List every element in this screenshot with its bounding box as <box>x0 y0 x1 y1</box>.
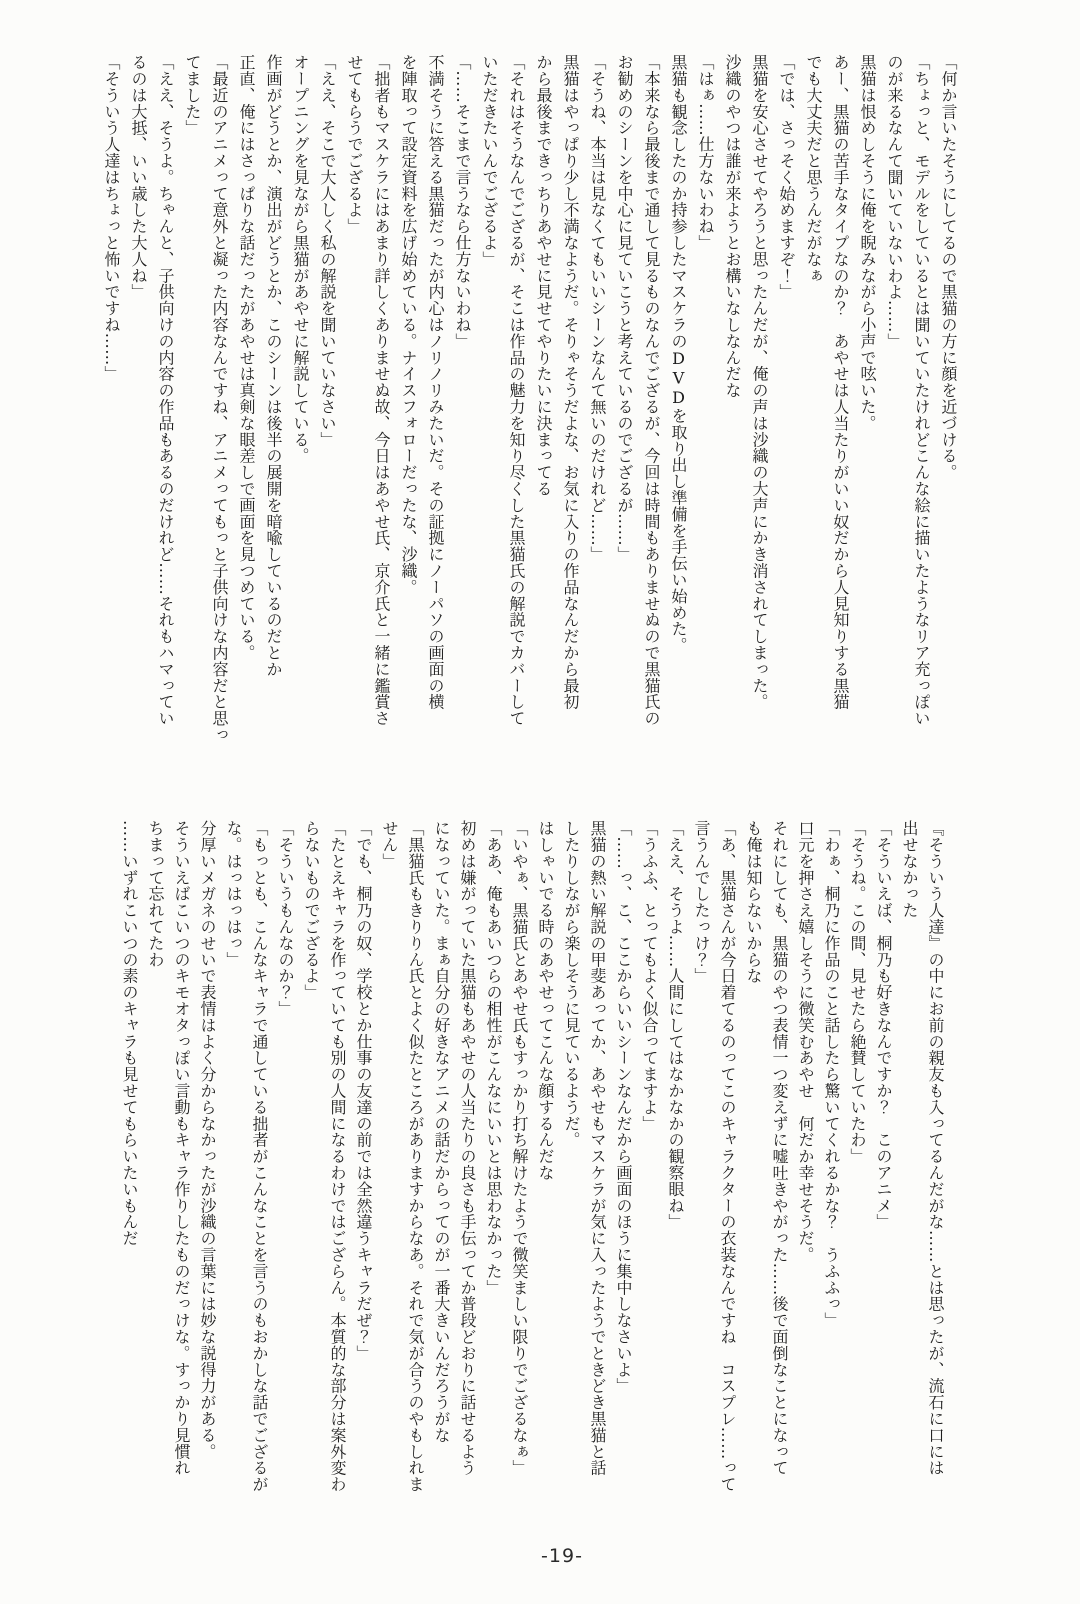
page-number: -19- <box>541 1545 583 1567</box>
text-line: 「本来なら最後まで通して見るものなんでござるが、今回は時間もありませぬので黒猫氏の <box>642 54 661 727</box>
text-line: 出せなかった <box>900 820 919 919</box>
text-line: 黒猫を安心させてやろうと思ったんだが、俺の声は沙織の大声にかき消されてしまった。 <box>750 54 769 710</box>
text-line: 黒猫はやっぱり少し不満なようだ。そりゃそうだよな、お気に入りの作品なんだから最初 <box>561 54 580 710</box>
text-line: はしゃいでる時のあやせってこんな顔するんだな <box>536 820 555 1181</box>
text-line: から最後まできっちりあやせに見せてやりたいに決まってる <box>534 54 553 497</box>
text-line: 「ええ、そうよ。ちゃんと、子供向けの内容の作品もあるのだけれど……それもハマってい <box>156 54 175 727</box>
text-line: せてもらうでござるよ」 <box>345 54 364 235</box>
text-line: 「ええ、そこで大人しく私の解説を聞いていなさい」 <box>318 54 337 448</box>
text-line: 「そういう人達はちょっと怖いですね……」 <box>102 54 121 382</box>
text-line: 作画がどうとか、演出がどうとか、このシーンは後半の展開を暗喩しているのだとか <box>264 54 283 678</box>
text-line: いただきたいんでござるよ」 <box>480 54 499 268</box>
text-line: 「たとえキャラを作っていても別の人間になるわけではござらん。本質的な部分は案外変わ <box>328 820 347 1493</box>
text-line: あー、黒猫の苦手なタイプなのか？ あやせは人当たりがいい奴だから人見知りする黒猫 <box>831 54 850 710</box>
text-line: 黒猫は恨めしそうに俺を睨みながら小声で呟いた。 <box>858 54 877 432</box>
text-line: になっていた。まぁ自分の好きなアニメの話だからってのが一番大きいんだろうがな <box>432 820 451 1444</box>
text-line: な。はっはっはっ」 <box>224 820 243 968</box>
text-line: 「ああ、俺もあいつらの相性がこんなにいいとは思わなかった」 <box>484 820 503 1296</box>
text-line: 「はぁ……仕方ないわね」 <box>696 54 715 251</box>
text-block-bottom <box>116 820 948 1520</box>
text-line: を陣取って設定資料を広げ始めている。ナイスフォローだったな、沙織。 <box>399 54 418 596</box>
text-line: せん」 <box>380 820 399 870</box>
text-line: オープニングを見ながら黒猫があやせに解説している。 <box>291 54 310 464</box>
text-line: ……いずれこいつの素のキャラも見せてもらいたいもんだ <box>120 820 139 1247</box>
text-line: したりしながら楽しそうに見ているようだ。 <box>562 820 581 1148</box>
text-line: も俺は知らないからな <box>744 820 763 984</box>
text-line: 初めは嫌がっていた黒猫もあやせの人当たりの良さも手伝ってか普段どおりに話せるよう <box>458 820 477 1476</box>
text-line: ちまって忘れてたわ <box>146 820 165 968</box>
text-line: 「最近のアニメって意外と凝った内容なんですね、アニメってもっと子供向けな内容だと思っ <box>210 54 229 743</box>
text-line: 「そういうもんなのか？」 <box>276 820 295 1017</box>
text-line: 「わぁ、桐乃に作品のこと話したら驚いてくれるかな？ うふふっ」 <box>822 820 841 1329</box>
text-line: 黒猫も観念したのか持参したマスケラのDVDを取り出し準備を手伝い始めた。 <box>669 54 688 654</box>
text-line: 『そういう人達』の中にお前の親友も入ってるんだがな……とは思ったが、流石に口には <box>926 820 945 1476</box>
text-line: そういえばこいつのキモオタっぽい言動もキャラ作りしたものだっけな。すっかり見慣れ <box>172 820 191 1476</box>
text-line: 「そういえば、桐乃も好きなんですか？ このアニメ」 <box>874 820 893 1230</box>
text-line: 正直、俺にはさっぱりな話だったがあやせは真剣な眼差しで画面を見つめている。 <box>237 54 256 661</box>
text-line: 「いやぁ、黒猫氏とあやせ氏もすっかり打ち解けたようで微笑ましい限りでござるなぁ」 <box>510 820 529 1476</box>
text-line: 「あ、黒猫さんが今日着てるのってこのキャラクターの衣装なんですね コスプレ……って <box>718 820 737 1493</box>
text-line: 「……っ、こ、ここからいいシーンなんだから画面のほうに集中しなさいよ」 <box>614 820 633 1394</box>
text-line: でも大丈夫だと思うんだがなぁ <box>804 54 823 284</box>
text-line: るのは大抵、いい歳した大人ね」 <box>129 54 148 300</box>
text-line: のが来るなんて聞いていないわよ……」 <box>885 54 904 350</box>
text-line: 言うんでしたっけ？」 <box>692 820 711 984</box>
text-line: 「黒猫氏もきりりん氏とよく似たところがありますからなあ。それで気が合うのやもしれま <box>406 820 425 1493</box>
text-line: 「そうね、本当は見なくてもいいシーンなんて無いのだけれど……」 <box>588 54 607 563</box>
text-line: 「うふふ、とってもよく似合ってますよ」 <box>640 820 659 1132</box>
text-line: 「でも、桐乃の奴、学校とか仕事の友達の前では全然違うキャラだぜ？」 <box>354 820 373 1362</box>
text-line: 「……そこまで言うなら仕方ないわね」 <box>453 54 472 350</box>
text-line: 「そうね。この間、見せたら絶賛していたわ」 <box>848 820 867 1165</box>
text-line: それにしても、黒猫のやつ表情一つ変えずに嘘吐きやがった……後で面倒なことになって <box>770 820 789 1476</box>
text-line: 「もっとも、こんなキャラで通している拙者がこんなことを言うのもおかしな話でござるが <box>250 820 269 1493</box>
text-line: 沙織のやつは誰が来ようとお構いなしなんだな <box>723 54 742 399</box>
text-line: 黒猫の熱い解説の甲斐あってか、あやせもマスケラが気に入ったようでときどき黒猫と話 <box>588 820 607 1476</box>
text-line: 不満そうに答える黒猫だったが内心はノリノリみたいだ。その証拠にノーパソの画面の横 <box>426 54 445 710</box>
text-line: 「拙者もマスケラにはあまり詳しくありませぬ故、今日はあやせ氏、京介氏と一緒に鑑賞さ <box>372 54 391 727</box>
text-line: らないものでござるよ」 <box>302 820 321 1001</box>
text-line: 「何か言いたそうにしてるので黒猫の方に顔を近づける。 <box>939 54 958 481</box>
text-line: てました」 <box>183 54 202 136</box>
text-line: 「では、さっそく始めますぞ！」 <box>777 54 796 300</box>
text-line: 口元を押さえ嬉しそうに微笑むあやせ 何だか幸せそうだ。 <box>796 820 815 1263</box>
text-line: 「ちょっと、モデルをしているとは聞いていたけれどこんな絵に描いたようなリア充っぽい <box>912 54 931 727</box>
text-line: 「それはそうなんでござるが、そこは作品の魅力を知り尽くした黒猫氏の解説でカバーして <box>507 54 526 727</box>
text-line: お勧めのシーンを中心に見ていこうと考えているのでござるが……」 <box>615 54 634 563</box>
text-line: 分厚いメガネのせいで表情はよく分からなかったが沙織の言葉には妙な説得力がある。 <box>198 820 217 1460</box>
text-line: 「ええ、そうよ……人間にしてはなかなかの観察眼ね」 <box>666 820 685 1230</box>
text-block-top <box>98 54 962 754</box>
